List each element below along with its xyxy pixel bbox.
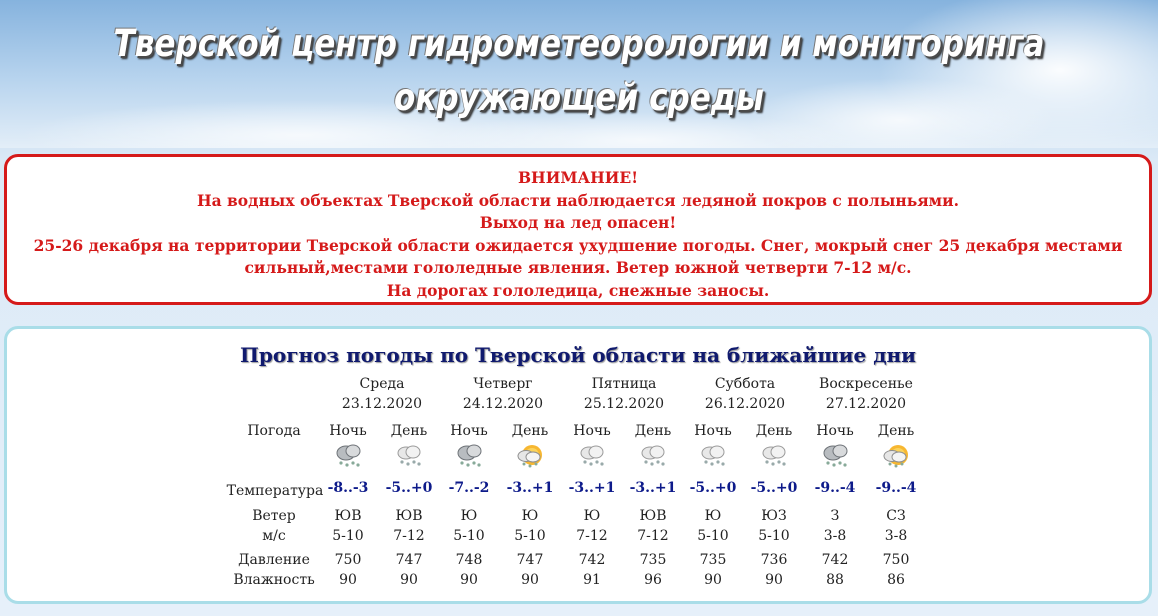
day-name: Среда xyxy=(359,376,405,392)
period-label: День xyxy=(877,423,915,439)
wind-speed: 7-12 xyxy=(637,528,669,544)
cloud-snow-icon xyxy=(333,442,363,468)
wind-speed: 5-10 xyxy=(332,528,364,544)
humidity-value: 90 xyxy=(765,572,783,588)
temperature-value: -5..+0 xyxy=(750,480,798,496)
temperature-value: -3..+1 xyxy=(506,480,554,496)
sun-cloud-snow-icon xyxy=(515,442,545,468)
site-title-line1: Тверской центр гидрометеорологии и мониторинга xyxy=(113,22,1045,65)
wind-direction: ЮВ xyxy=(639,508,667,524)
wind-speed: 5-10 xyxy=(697,528,729,544)
wind-direction: Ю xyxy=(704,508,722,524)
pressure-value: 747 xyxy=(516,552,544,568)
pressure-value: 750 xyxy=(334,552,362,568)
day-name: Суббота xyxy=(714,376,776,392)
snow-icon xyxy=(577,442,607,468)
day-name: Четверг xyxy=(473,376,533,392)
wind-direction: Ю xyxy=(583,508,601,524)
day-date: 23.12.2020 xyxy=(341,396,423,412)
row-label-pressure: Давление xyxy=(238,552,310,568)
pressure-value: 747 xyxy=(395,552,423,568)
wind-direction: ЮВ xyxy=(334,508,362,524)
wind-speed: 7-12 xyxy=(576,528,608,544)
day-date: 25.12.2020 xyxy=(583,396,665,412)
warning-line: Выход на лед опасен! xyxy=(479,213,677,232)
day-name: Пятница xyxy=(591,376,657,392)
pressure-value: 748 xyxy=(455,552,483,568)
period-label: Ночь xyxy=(450,423,488,439)
forecast-title: Прогноз погоды по Тверской области на ближайшие дни xyxy=(239,343,917,367)
pressure-value: 742 xyxy=(578,552,606,568)
humidity-value: 90 xyxy=(521,572,539,588)
warning-line: 25-26 декабря на территории Тверской области ожидается ухудшение погоды. Снег, мокрый снег 25 декабря местами xyxy=(33,235,1123,255)
snow-icon xyxy=(394,442,424,468)
site-title-line2: окружающей среды xyxy=(393,76,765,119)
temperature-value: -3..+1 xyxy=(629,480,677,496)
wind-speed: 5-10 xyxy=(514,528,546,544)
warning-line: На водных объектах Тверской области наблюдается ледяной покров с полыньями. xyxy=(196,190,960,210)
period-label: День xyxy=(755,423,793,439)
row-label-wind: Ветер xyxy=(252,508,296,524)
period-label: Ночь xyxy=(694,423,732,439)
period-label: День xyxy=(511,423,549,439)
wind-direction: Ю xyxy=(521,508,539,524)
pressure-value: 735 xyxy=(639,552,667,568)
temperature-value: -9..-4 xyxy=(814,480,856,496)
period-label: Ночь xyxy=(329,423,367,439)
wind-direction: Ю xyxy=(460,508,478,524)
period-label: День xyxy=(634,423,672,439)
warning-line: На дорогах гололедица, снежные заносы. xyxy=(386,280,770,300)
humidity-value: 90 xyxy=(704,572,722,588)
wind-speed: 5-10 xyxy=(453,528,485,544)
humidity-value: 86 xyxy=(887,572,905,588)
row-label-temperature: Температура xyxy=(226,483,324,499)
site-header xyxy=(0,0,1158,148)
warning-line: ВНИМАНИЕ! xyxy=(517,168,639,187)
humidity-value: 88 xyxy=(826,572,844,588)
period-label: День xyxy=(390,423,428,439)
wind-speed: 3-8 xyxy=(823,528,847,544)
warning-box xyxy=(4,154,1152,305)
pressure-value: 736 xyxy=(760,552,788,568)
row-label-wind-unit: м/с xyxy=(262,528,286,544)
day-date: 27.12.2020 xyxy=(825,396,907,412)
wind-speed: 7-12 xyxy=(393,528,425,544)
day-date: 24.12.2020 xyxy=(462,396,544,412)
pressure-value: 735 xyxy=(699,552,727,568)
temperature-value: -8..-3 xyxy=(327,480,369,496)
period-label: Ночь xyxy=(816,423,854,439)
wind-direction: З xyxy=(830,508,840,524)
pressure-value: 742 xyxy=(821,552,849,568)
humidity-value: 90 xyxy=(339,572,357,588)
temperature-value: -5..+0 xyxy=(385,480,433,496)
period-label: Ночь xyxy=(573,423,611,439)
snow-icon xyxy=(759,442,789,468)
day-date: 26.12.2020 xyxy=(704,396,786,412)
humidity-value: 91 xyxy=(583,572,601,588)
snow-icon xyxy=(698,442,728,468)
pressure-value: 750 xyxy=(882,552,910,568)
snow-icon xyxy=(638,442,668,468)
day-name: Воскресенье xyxy=(819,376,913,392)
wind-speed: 5-10 xyxy=(758,528,790,544)
cloud-snow-icon xyxy=(454,442,484,468)
wind-direction: СЗ xyxy=(886,508,906,524)
temperature-value: -3..+1 xyxy=(568,480,616,496)
humidity-value: 96 xyxy=(644,572,662,588)
temperature-value: -9..-4 xyxy=(875,480,917,496)
sun-cloud-snow-icon xyxy=(881,442,911,468)
row-label-weather: Погода xyxy=(247,423,301,439)
warning-line: сильный,местами гололедные явления. Ветер южной четверти 7-12 м/с. xyxy=(244,258,912,277)
humidity-value: 90 xyxy=(460,572,478,588)
forecast-panel xyxy=(4,326,1152,604)
temperature-value: -5..+0 xyxy=(689,480,737,496)
wind-speed: 3-8 xyxy=(884,528,908,544)
wind-direction: ЮВ xyxy=(395,508,423,524)
humidity-value: 90 xyxy=(400,572,418,588)
row-label-humidity: Влажность xyxy=(233,572,315,588)
cloud-snow-icon xyxy=(820,442,850,468)
wind-direction: ЮЗ xyxy=(761,508,787,524)
temperature-value: -7..-2 xyxy=(448,480,490,496)
